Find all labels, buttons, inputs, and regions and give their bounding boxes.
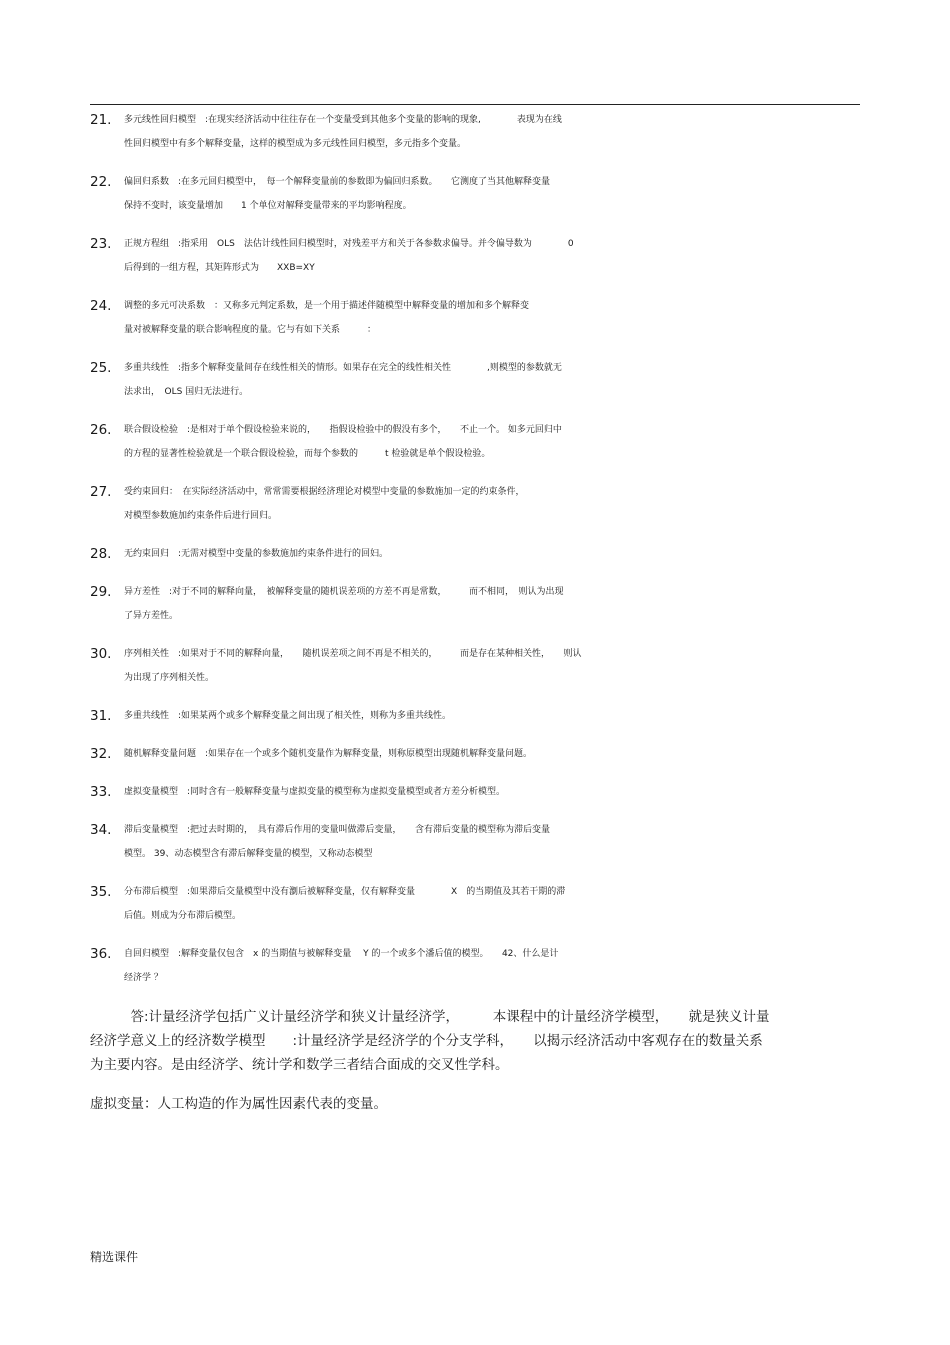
item-text-line: 模型。 39、动态模型含有滞后解释变量的模型，又称动态模型 <box>124 849 373 859</box>
item-text-line: 联合假设检验 :是相对于单个假设检验来说的， 指假设检验中的假没有多个， 不止一个。 如多元回归中 <box>124 425 562 435</box>
item-text-line: 对模型参数施加约束条件后进行回归。 <box>124 511 278 521</box>
item-text-line: 受约束回归： 在实际经济活动中，常常需要根据经济理论对模型中变量的参数施加一定的约束条件， <box>124 487 525 497</box>
item-number: 34. <box>90 822 112 838</box>
definition-item <box>90 170 894 218</box>
item-text-line: 法求出， OLS 国归无法进行。 <box>124 387 249 397</box>
item-number: 31. <box>90 708 112 724</box>
item-text-line: 滞后变量模型 :把过去时期的， 具有滞后作用的变量叫做滞后变量， 含有滞后变量的模型称为滞后变量 <box>124 825 551 835</box>
item-number: 28. <box>90 546 112 562</box>
definition-item <box>90 780 894 804</box>
item-text-line: 多元线性回归模型 :在现实经济活动中往往存在一个变量受到其他多个变量的影响的现象, 表现为在线 <box>124 115 562 125</box>
definition-item <box>90 704 894 728</box>
item-number: 25. <box>90 360 112 376</box>
item-number: 26. <box>90 422 112 438</box>
answer-paragraph <box>90 1005 860 1077</box>
definition-item <box>90 818 894 866</box>
item-number: 33. <box>90 784 112 800</box>
header-rule <box>90 104 860 105</box>
item-text-line: 保持不变时，该变量增加 1 个单位对解释变量带来的平均影响程度。 <box>124 201 412 211</box>
item-text-line: 自回归模型 :解释变量仅包含 x 的当期值与被解释变量 Y 的一个或多个潘后值的模型。 42、什么是计 <box>124 949 559 959</box>
item-number: 35. <box>90 884 112 900</box>
item-number: 36. <box>90 946 112 962</box>
definition-item <box>90 880 894 928</box>
item-text-line: 虚拟变量模型 :同时含有一般解释变量与虚拟变量的模型称为虚拟变量模型或者方差分析模型。 <box>124 787 506 797</box>
item-number: 24. <box>90 298 112 314</box>
item-text-line: 后值。则成为分布滞后模型。 <box>124 911 242 921</box>
item-text-line: 无约束回归 :无需对模型中变量的参数施加约束条件进行的回妇。 <box>124 549 389 559</box>
item-text-line: 多重共线性 :如果某两个或多个解释变量之间出现了相关性，则称为多重共线性。 <box>124 711 452 721</box>
item-number: 22. <box>90 174 112 190</box>
answer-line: 为主要内容。是由经济学、统计学和数学三者结合面成的交叉性学科。 <box>90 1057 509 1073</box>
item-text-line: 后得到的一组方程，其矩阵形式为 XXB=XY <box>124 263 315 273</box>
item-number: 32. <box>90 746 112 762</box>
answer-line: 经济学意义上的经济数学模型 :计量经济学是经济学的个分支学科， 以揭示经济活动中客观存在的数量关系 <box>90 1033 763 1049</box>
definition-item <box>90 356 894 404</box>
item-text-line: 随机解释变量问题 :如果存在一个或多个随机变量作为解释变量，则称原模型出现随机解释变量问题。 <box>124 749 533 759</box>
definition-item <box>90 108 894 156</box>
item-text-line: 偏回归系数 :在多元回归模型中， 每一个解释变量前的参数即为偏回归系数。 它测度了当其他解释变量 <box>124 177 551 187</box>
item-number: 29. <box>90 584 112 600</box>
item-text-line: 分布滞后模型 :如果滞后交量模型中没有瀏后被解释变量，仅有解释变量 X 的当期值及其若干期的滞 <box>124 887 566 897</box>
definition-item <box>90 542 894 566</box>
definition-item <box>90 232 894 280</box>
item-text-line: 序列相关性 :如果对于不同的解释向量， 随机误差项之间不再是不相关的， 而是存在某种相关性， 则认 <box>124 649 582 659</box>
definition-item <box>90 642 894 690</box>
item-text-line: 正规方程组 :指采用 OLS 法估计线性回归模型时，对残差平方和关于各参数求偏导。并令偏导数为 0 <box>124 239 574 249</box>
item-text-line: 了异方差性。 <box>124 611 179 621</box>
definition-item <box>90 580 894 628</box>
answer-line: 答:计量经济学包括广义计量经济学和狭义计量经济学， 本课程中的计量经济学模型， 就是狭义计量 <box>90 1009 770 1025</box>
item-number: 21. <box>90 112 112 128</box>
definition-item <box>90 480 894 528</box>
item-text-line: 多重共线性 :指多个解释变量间存在线性相关的情形。如果存在完全的线性相关性 ,则模型的参数就无 <box>124 363 562 373</box>
definition-item <box>90 294 894 342</box>
page-footer: 精选课件 <box>90 1250 139 1264</box>
dummy-variable-definition: 虚拟变量：人工构造的作为属性因素代表的变量。 <box>90 1096 387 1112</box>
item-text-line: 量对被解释变量的联合影响程度的量。它与有如下关系 ： <box>124 325 377 335</box>
item-text-line: 的方程的显著性检验就是一个联合假设检验，而每个参数的 t 检验就是单个假设检验。 <box>124 449 491 459</box>
item-number: 30. <box>90 646 112 662</box>
item-text-line: 异方差性 :对于不同的解释向量， 被解释变量的随机误差项的方差不再是常数， 而不相同， 则认为出现 <box>124 587 564 597</box>
item-text-line: 性回归模型中有多个解释变量，这样的模型成为多元线性回归模型，多元指多个变量。 <box>124 139 467 149</box>
definition-item <box>90 418 894 466</box>
definition-item <box>90 742 894 766</box>
item-text-line: 经济学 ？ <box>124 973 163 983</box>
item-number: 27. <box>90 484 112 500</box>
item-number: 23. <box>90 236 112 252</box>
item-text-line: 为出现了序列相关性。 <box>124 673 215 683</box>
definition-item <box>90 942 894 990</box>
item-text-line: 调整的多元可决系数 ：又称多元判定系数，是一个用于描述伴随模型中解释变量的增加和多个解释变 <box>124 301 530 311</box>
